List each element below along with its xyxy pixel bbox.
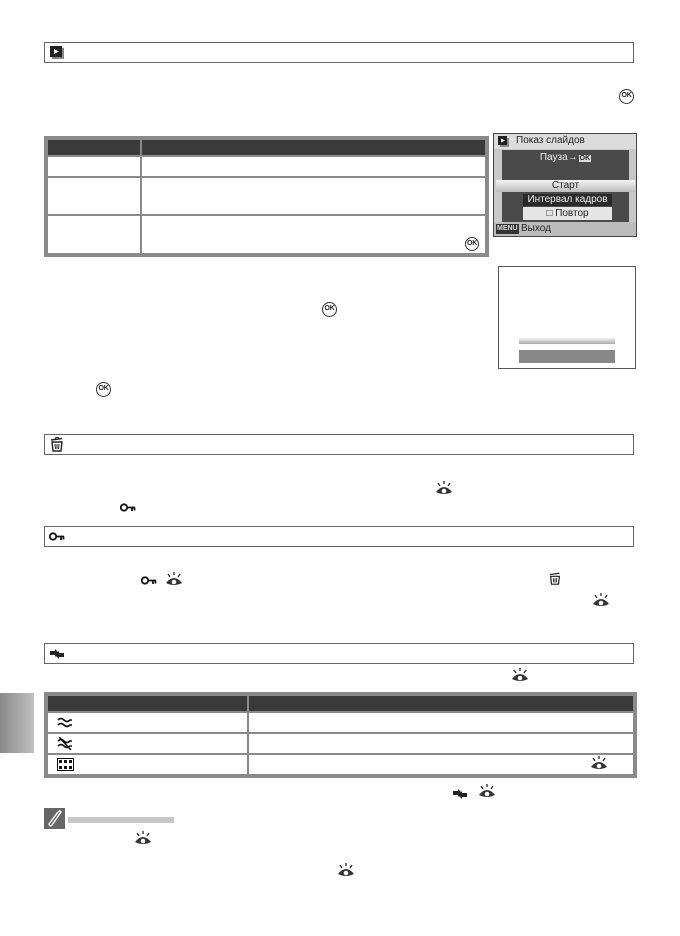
ok-button-icon: OK: [96, 382, 111, 397]
protect-key-icon: [49, 532, 65, 541]
see-reference-icon: [589, 755, 609, 773]
lcd-menu-item-interval[interactable]: Интервал кадров: [523, 194, 612, 206]
table-cell: [249, 734, 633, 753]
see-reference-icon: [133, 830, 153, 848]
options-table: [44, 136, 489, 257]
chapter-side-tab: [0, 693, 34, 753]
table-cell: [249, 713, 633, 732]
table-cell: [249, 755, 633, 774]
table-cell: [142, 157, 485, 176]
camera-lcd-slideshow-menu: [493, 133, 637, 237]
section-header-protect: [44, 526, 634, 547]
ok-button-icon: OK: [322, 302, 337, 317]
table-cell: [48, 713, 247, 732]
menu-key-icon: MENU: [497, 225, 518, 232]
trash-icon: [49, 437, 65, 452]
table-header-cell: [48, 140, 140, 155]
transfer-options-table: [44, 692, 637, 778]
lcd-footer-label: Выход: [521, 223, 551, 234]
transfer-icon: [49, 648, 65, 660]
transfer-all-icon: [57, 758, 74, 771]
table-cell: [142, 178, 485, 214]
table-cell: [48, 755, 247, 774]
see-reference-icon: [510, 667, 530, 685]
ok-button-icon: OK: [619, 89, 634, 104]
note-pencil-icon: [44, 808, 65, 829]
table-cell: [48, 157, 140, 176]
table-header-cell: [48, 696, 247, 711]
protect-key-icon: [120, 503, 136, 512]
table-cell: [142, 216, 485, 253]
trash-icon: [548, 571, 562, 586]
see-reference-icon: [336, 862, 356, 880]
section-header-slideshow: [44, 42, 634, 63]
lcd-pause-text: Пауза→: [539, 152, 578, 163]
camera-lcd-dialog: [498, 266, 636, 369]
table-cell: [48, 734, 247, 753]
table-header-cell: [249, 696, 633, 711]
slideshow-icon: [49, 45, 65, 60]
transfer-off-icon: [57, 737, 73, 750]
section-header-transfer: [44, 643, 634, 664]
lcd-menu-item-repeat[interactable]: [523, 207, 612, 220]
see-reference-icon: [434, 480, 454, 498]
transfer-icon: [452, 788, 468, 800]
ok-key-icon: OK: [579, 155, 591, 162]
lcd-option-bar-selected: [519, 350, 615, 363]
protect-key-icon: [141, 576, 157, 585]
lcd-menu-item-repeat-label: Повтор: [555, 208, 589, 219]
lcd-pause-hint: [502, 152, 629, 163]
lcd-menu-item-start[interactable]: Старт: [496, 180, 635, 192]
repeat-checkbox-icon: □: [546, 208, 553, 219]
table-cell: [48, 178, 140, 214]
lcd-menu-body: [502, 150, 629, 222]
table-header-cell: [142, 140, 485, 155]
transfer-on-icon: [57, 717, 73, 728]
lcd-footer: [494, 222, 636, 237]
slideshow-icon: [498, 136, 509, 147]
lcd-title-bar: [494, 134, 636, 149]
see-reference-icon: [477, 783, 497, 801]
lcd-option-bar: [519, 338, 615, 344]
see-reference-icon: [164, 571, 184, 589]
section-header-delete: [44, 434, 634, 455]
lcd-title: Показ слайдов: [516, 135, 585, 146]
table-cell: [48, 216, 140, 253]
ok-button-icon: OK: [465, 237, 479, 251]
note-title-bar: [68, 817, 174, 823]
see-reference-icon: [591, 592, 611, 610]
